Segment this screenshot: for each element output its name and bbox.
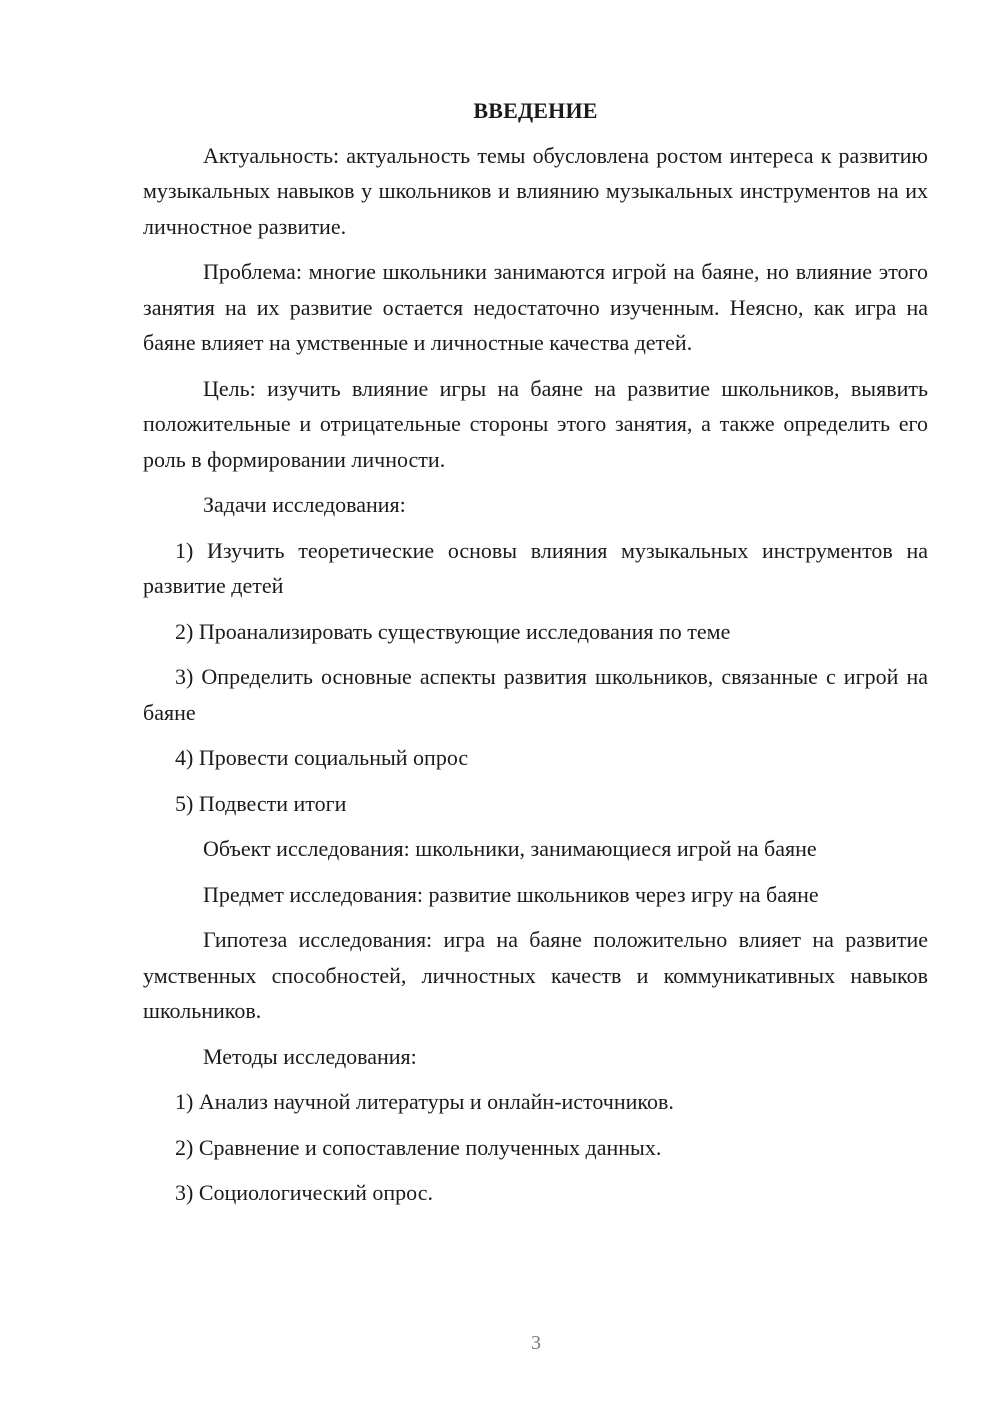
methods-title: Методы исследования:: [203, 1043, 417, 1069]
method-item-2: 2) Сравнение и сопоставление полученных данных.: [175, 1134, 662, 1160]
hypothesis-paragraph: Гипотеза исследования: игра на баяне положительно влияет на развитие умственных способностей, личностных качеств и коммуникативных навыков школьников.: [143, 927, 928, 1023]
method-item-3: 3) Социологический опрос.: [175, 1180, 433, 1205]
method-item-1: 1) Анализ научной литературы и онлайн-источников.: [175, 1089, 674, 1114]
section-heading: ВВЕДЕНИЕ: [473, 98, 598, 123]
tasks-title: Задачи исследования:: [203, 492, 406, 517]
problem-paragraph: Проблема: многие школьники занимаются игрой на баяне, но влияние этого занятия на их развитие остается недостаточно изученным. Неясно, как игра на баяне влияет на умственные и личностные качества детей.: [143, 259, 928, 355]
task-item-2: 2) Проанализировать существующие исследования по теме: [175, 618, 731, 644]
relevance-paragraph: Актуальность: актуальность темы обусловлена ростом интереса к развитию музыкальных навыков у школьников и влиянию музыкальных инструментов на их личностное развитие.: [143, 142, 928, 239]
page-number: 3: [531, 1332, 541, 1354]
goal-paragraph: Цель: изучить влияние игры на баяне на развитие школьников, выявить положительные и отрицательные стороны этого занятия, а также определить его роль в формировании личности.: [143, 375, 928, 472]
research-subject: Предмет исследования: развитие школьников через игру на баяне: [203, 881, 819, 907]
task-item-4: 4) Провести социальный опрос: [175, 745, 469, 770]
task-item-3: 3) Определить основные аспекты развития школьников, связанные с игрой на баяне: [143, 664, 928, 725]
research-object: Объект исследования: школьники, занимающиеся игрой на баяне: [203, 836, 817, 861]
document-body: [143, 93, 928, 1221]
task-item-5: 5) Подвести итоги: [175, 790, 347, 816]
task-item-1: 1) Изучить теоретические основы влияния музыкальных инструментов на развитие детей: [143, 537, 928, 598]
